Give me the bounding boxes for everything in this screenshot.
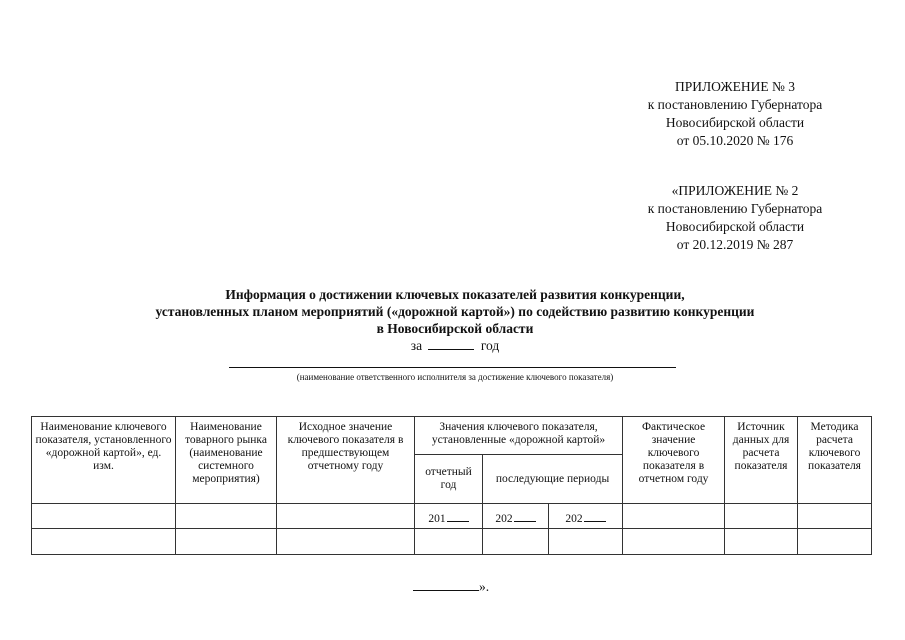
title-line-2: установленных планом мероприятий («дорожной картой») по содействию развитию конкуренции [155, 304, 755, 319]
appendix-3-region: Новосибирской области [665, 115, 805, 130]
table-row-data [32, 529, 872, 555]
header-roadmap-values: Значения ключевого показателя, установленные «дорожной картой» [415, 417, 623, 455]
header-indicator-name: Наименование ключевого показателя, установленного «дорожной картой», ед. изм. [32, 417, 176, 504]
closing-blank [413, 578, 479, 591]
table-cell[interactable] [277, 504, 415, 529]
table-cell[interactable] [725, 504, 798, 529]
year-label: 201 [428, 513, 446, 525]
title-line-3: в Новосибирской области [376, 321, 534, 336]
table-cell[interactable] [623, 529, 725, 555]
year-blank [447, 511, 469, 522]
table-row-years [32, 504, 872, 529]
table-cell[interactable] [623, 504, 725, 529]
table-cell[interactable] [176, 529, 277, 555]
table-cell[interactable] [798, 504, 872, 529]
appendix-2-header [600, 182, 870, 254]
header-actual-value: Фактическое значение ключевого показателя в отчетном году [623, 417, 725, 504]
closing-quote: ». [479, 579, 490, 594]
period-suffix: год [480, 338, 500, 353]
responsible-executor-line[interactable] [229, 367, 676, 368]
table-cell[interactable] [483, 529, 549, 555]
responsible-executor-caption: (наименование ответственного исполнителя за достижение ключевого показателя) [296, 372, 614, 382]
table-cell[interactable] [798, 529, 872, 555]
header-data-source: Источник данных для расчета показателя [725, 417, 798, 504]
appendix-3-date-number: от 05.10.2020 № 176 [676, 133, 794, 148]
report-period [60, 337, 850, 354]
year-label: 202 [565, 513, 583, 525]
appendix-3-title: ПРИЛОЖЕНИЕ № 3 [674, 79, 796, 94]
year-blank [584, 511, 606, 522]
appendix-2-date-number: от 20.12.2019 № 287 [676, 237, 794, 252]
year-cell-reporting[interactable] [415, 504, 483, 529]
table-cell[interactable] [32, 504, 176, 529]
table-cell[interactable] [32, 529, 176, 555]
table-cell[interactable] [176, 504, 277, 529]
document-title [60, 286, 850, 354]
year-cell-next-1[interactable] [483, 504, 549, 529]
year-blank [514, 511, 536, 522]
header-baseline-value: Исходное значение ключевого показателя в предшествующем отчетному году [277, 417, 415, 504]
table-cell[interactable] [415, 529, 483, 555]
period-year-blank[interactable] [428, 337, 474, 350]
appendix-2-reference: к постановлению Губернатора [647, 201, 823, 216]
year-cell-next-2[interactable] [549, 504, 623, 529]
closing-mark [413, 578, 489, 595]
table-cell[interactable] [277, 529, 415, 555]
header-reporting-year: отчетный год [415, 455, 483, 504]
header-following-periods: последующие периоды [483, 455, 623, 504]
appendix-2-region: Новосибирской области [665, 219, 805, 234]
title-line-1: Информация о достижении ключевых показателей развития конкуренции, [225, 287, 685, 302]
header-methodology: Методика расчета ключевого показателя [798, 417, 872, 504]
appendix-2-title: «ПРИЛОЖЕНИЕ № 2 [671, 183, 799, 198]
appendix-3-reference: к постановлению Губернатора [647, 97, 823, 112]
header-market-name: Наименование товарного рынка (наименование системного мероприятия) [176, 417, 277, 504]
kpi-table [31, 416, 872, 555]
period-prefix: за [410, 338, 423, 353]
appendix-3-header [600, 78, 870, 150]
table-cell[interactable] [725, 529, 798, 555]
table-cell[interactable] [549, 529, 623, 555]
year-label: 202 [495, 513, 513, 525]
